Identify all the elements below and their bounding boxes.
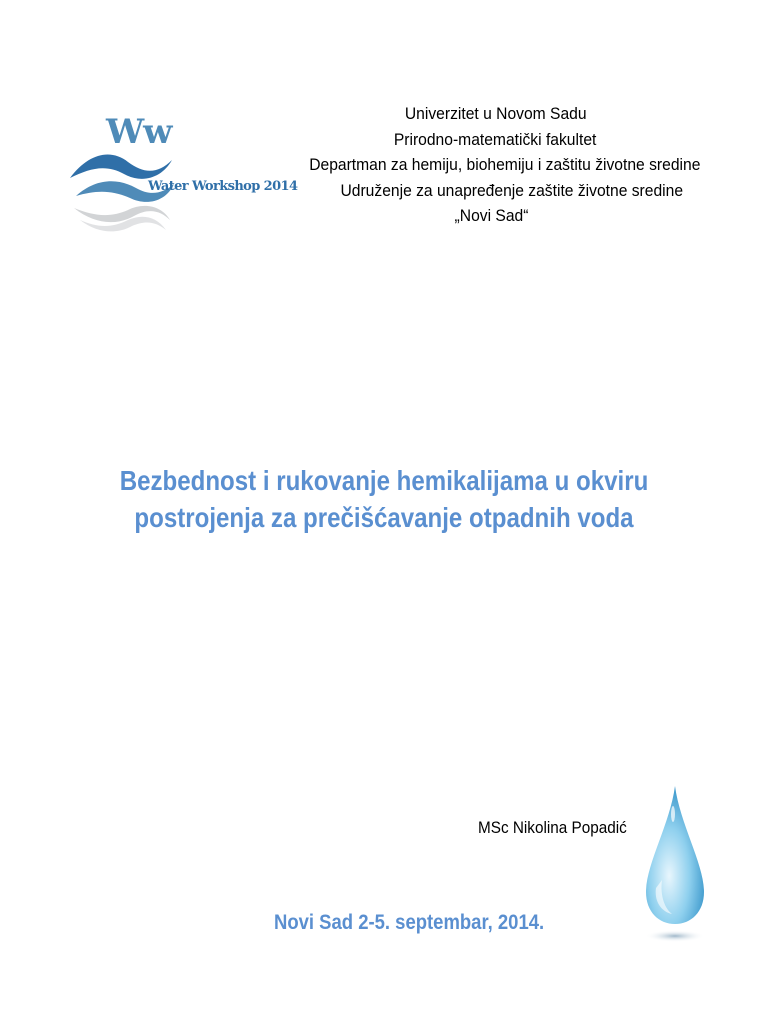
header-line-faculty: Prirodno-matematički fakultet (393, 129, 597, 149)
author-name: MSc Nikolina Popadić (478, 818, 627, 837)
header-line-university: Univerzitet u Novom Sadu (404, 104, 587, 123)
water-drop-icon (640, 784, 710, 946)
title-line-1: Bezbednost i rukovanje hemikalijama u okviru (119, 465, 649, 496)
header-line-association: Udruženje za unapređenje zaštite životne sredine (340, 180, 684, 200)
presentation-title (83, 462, 685, 536)
water-workshop-logo (66, 108, 298, 238)
logo-name: Water Workshop 2014 (148, 179, 298, 194)
institution-header (300, 101, 701, 229)
logo-mark: Ww (106, 112, 172, 152)
header-line-city: „Novi Sad“ (454, 206, 529, 225)
header-line-department: Departman za hemiju, biohemiju i zaštitu životne sredine (309, 155, 701, 174)
title-line-2: postrojenja za prečišćavanje otpadnih voda (134, 502, 634, 533)
event-date: Novi Sad 2-5. septembar, 2014. (274, 911, 545, 934)
